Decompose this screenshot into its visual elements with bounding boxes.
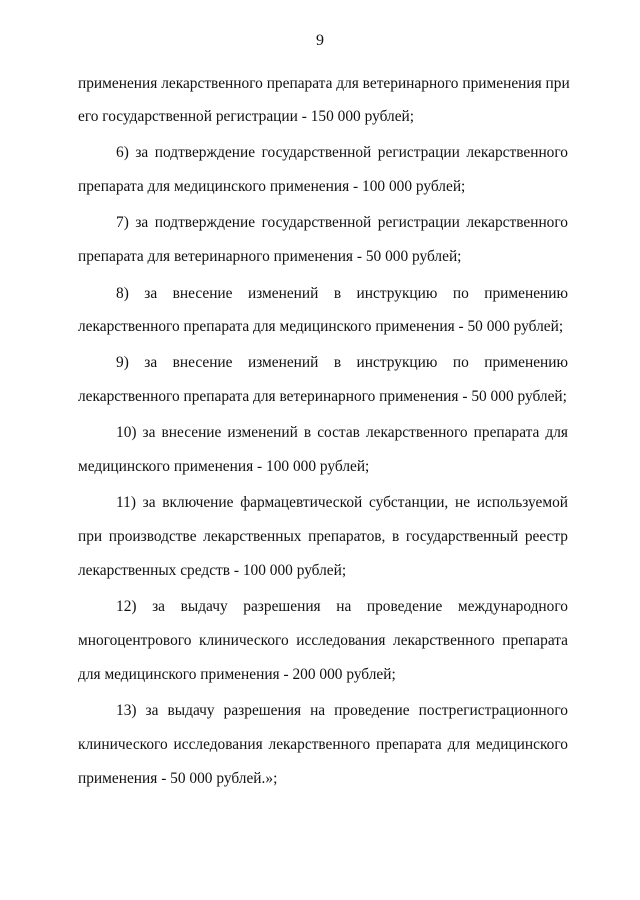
list-item-line: лекарственных средств - 100 000 рублей; [78,562,347,579]
paragraph-line: его государственной регистрации - 150 000 рублей; [78,108,415,125]
list-item-line: лекарственного препарата для ветеринарного применения - 50 000 рублей; [78,388,567,405]
list-item-line: 9) за внесение изменений в инструкцию по применению [116,354,568,371]
list-item-line: многоцентрового клинического исследования лекарственного препарата [78,632,568,649]
list-item-line: 7) за подтверждение государственной регистрации лекарственного [116,214,568,231]
list-item-line: медицинского применения - 100 000 рублей; [78,458,370,475]
list-item-line: при производстве лекарственных препаратов, в государственный реестр [78,528,568,545]
list-item-line: применения - 50 000 рублей.»; [78,770,278,787]
list-item-line: 8) за внесение изменений в инструкцию по применению [116,285,568,302]
list-item-line: 11) за включение фармацевтической субстанции, не используемой [116,494,568,511]
list-item-line: 12) за выдачу разрешения на проведение международного [116,598,568,615]
list-item-line: препарата для медицинского применения - 100 000 рублей; [78,178,466,195]
page-number: 9 [316,32,324,49]
list-item-line: 13) за выдачу разрешения на проведение пострегистрационного [116,702,568,719]
list-item-line: 6) за подтверждение государственной регистрации лекарственного [116,144,568,161]
list-item-line: лекарственного препарата для медицинского применения - 50 000 рублей; [78,318,564,335]
list-item-line: препарата для ветеринарного применения - 50 000 рублей; [78,248,462,265]
paragraph-line: применения лекарственного препарата для ветеринарного применения при [78,75,570,92]
list-item-line: 10) за внесение изменений в состав лекарственного препарата для [116,424,568,441]
list-item-line: для медицинского применения - 200 000 рублей; [78,666,396,683]
list-item-line: клинического исследования лекарственного препарата для медицинского [78,736,568,753]
